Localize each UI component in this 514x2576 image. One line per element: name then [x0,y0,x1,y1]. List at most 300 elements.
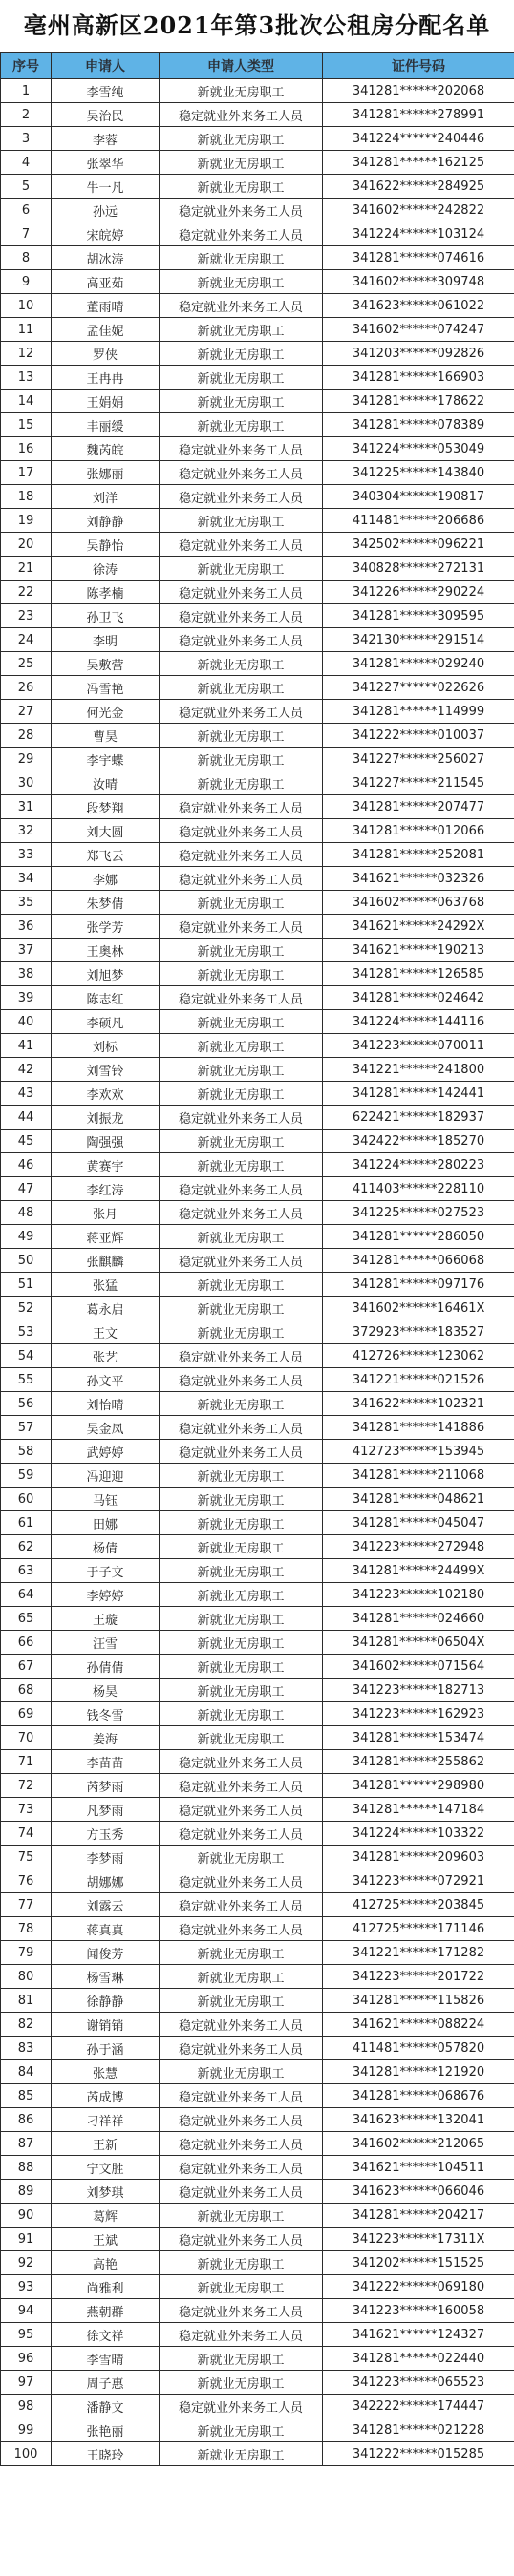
id-number: 341621******104511 [323,2156,514,2180]
header-id-number: 证件号码 [323,53,514,79]
table-row [1,1750,514,1774]
applicant-type: 稳定就业外来务工人员 [160,843,323,867]
applicant-name: 葛辉 [52,2204,160,2228]
applicant-type: 稳定就业外来务工人员 [160,700,323,724]
applicant-name: 李明 [52,628,160,652]
applicant-type: 稳定就业外来务工人员 [160,2108,323,2132]
row-index: 83 [1,2037,52,2060]
applicant-type: 新就业无房职工 [160,175,323,199]
table-row [1,1225,514,1249]
id-number: 341602******063768 [323,891,514,915]
row-index: 38 [1,962,52,986]
row-index: 31 [1,795,52,819]
applicant-type: 新就业无房职工 [160,2418,323,2442]
applicant-type: 新就业无房职工 [160,1010,323,1034]
row-index: 25 [1,652,52,676]
id-number: 342502******096221 [323,533,514,557]
header-index: 序号 [1,53,52,79]
row-index: 87 [1,2132,52,2156]
id-number: 341223******162923 [323,1702,514,1726]
id-number: 341602******212065 [323,2132,514,2156]
id-number: 412725******203845 [323,1893,514,1917]
row-index: 7 [1,222,52,246]
id-number: 341224******144116 [323,1010,514,1034]
row-index: 21 [1,557,52,581]
applicant-name: 罗侠 [52,342,160,366]
table-row [1,461,514,485]
row-index: 11 [1,318,52,342]
applicant-type: 新就业无房职工 [160,748,323,771]
id-number: 341281******252081 [323,843,514,867]
id-number: 341622******284925 [323,175,514,199]
row-index: 36 [1,915,52,939]
id-number: 341281******029240 [323,652,514,676]
row-index: 96 [1,2347,52,2371]
applicant-type: 新就业无房职工 [160,1130,323,1153]
row-index: 59 [1,1464,52,1488]
applicant-type: 稳定就业外来务工人员 [160,485,323,509]
table-row [1,509,514,533]
applicant-name: 张娜丽 [52,461,160,485]
row-index: 3 [1,127,52,151]
applicant-name: 谢销销 [52,2013,160,2037]
table-row [1,700,514,724]
applicant-type: 新就业无房职工 [160,509,323,533]
applicant-name: 李梦雨 [52,1846,160,1869]
applicant-name: 曹昊 [52,724,160,748]
applicant-type: 新就业无房职工 [160,962,323,986]
table-row [1,318,514,342]
row-index: 88 [1,2156,52,2180]
row-index: 90 [1,2204,52,2228]
id-number: 342422******185270 [323,1130,514,1153]
id-number: 622421******182937 [323,1106,514,1130]
applicant-name: 孙远 [52,199,160,222]
applicant-name: 闻俊芳 [52,1941,160,1965]
applicant-type: 新就业无房职工 [160,1989,323,2013]
applicant-type: 新就业无房职工 [160,2251,323,2275]
row-index: 9 [1,270,52,294]
table-row [1,294,514,318]
applicant-type: 稳定就业外来务工人员 [160,986,323,1010]
row-index: 42 [1,1058,52,1082]
applicant-type: 新就业无房职工 [160,390,323,413]
id-number: 412723******153945 [323,1440,514,1464]
table-row [1,1917,514,1941]
row-index: 93 [1,2275,52,2299]
table-row [1,1583,514,1607]
table-row [1,1464,514,1488]
table-row [1,342,514,366]
table-row [1,2084,514,2108]
table-row [1,1798,514,1822]
applicant-type: 新就业无房职工 [160,2371,323,2395]
id-number: 341622******102321 [323,1392,514,1416]
table-row [1,2037,514,2060]
applicant-type: 新就业无房职工 [160,270,323,294]
row-index: 46 [1,1153,52,1177]
id-number: 340828******272131 [323,557,514,581]
table-row [1,2347,514,2371]
id-number: 341225******027523 [323,1201,514,1225]
applicant-name: 王晓玲 [52,2442,160,2466]
row-index: 33 [1,843,52,867]
applicant-name: 刘怡晴 [52,1392,160,1416]
applicant-type: 新就业无房职工 [160,1153,323,1177]
row-index: 28 [1,724,52,748]
id-number: 341223******201722 [323,1965,514,1989]
applicant-name: 潘静文 [52,2395,160,2418]
table-row [1,795,514,819]
applicant-type: 稳定就业外来务工人员 [160,294,323,318]
row-index: 40 [1,1010,52,1034]
id-number: 341281******068676 [323,2084,514,2108]
table-row [1,557,514,581]
table-row [1,1440,514,1464]
applicant-name: 黄赛宇 [52,1153,160,1177]
table-row [1,581,514,604]
table-row [1,748,514,771]
applicant-name: 杨倩 [52,1535,160,1559]
applicant-type: 新就业无房职工 [160,2275,323,2299]
applicant-name: 周子惠 [52,2371,160,2395]
row-index: 84 [1,2060,52,2084]
table-row [1,1273,514,1297]
row-index: 26 [1,676,52,700]
applicant-name: 胡娜娜 [52,1869,160,1893]
row-index: 34 [1,867,52,891]
applicant-name: 蒋亚辉 [52,1225,160,1249]
id-number: 341224******053049 [323,437,514,461]
table-row [1,986,514,1010]
applicant-name: 葛永启 [52,1297,160,1320]
row-index: 49 [1,1225,52,1249]
id-number: 341281******209603 [323,1846,514,1869]
id-number: 341281******255862 [323,1750,514,1774]
id-number: 341602******074247 [323,318,514,342]
id-number: 341281******141886 [323,1416,514,1440]
applicant-name: 张麒麟 [52,1249,160,1273]
id-number: 341281******074616 [323,246,514,270]
row-index: 67 [1,1655,52,1679]
id-number: 341281******024642 [323,986,514,1010]
id-number: 341202******151525 [323,2251,514,2275]
id-number: 341281******048621 [323,1488,514,1511]
row-index: 61 [1,1511,52,1535]
row-index: 15 [1,413,52,437]
row-index: 29 [1,748,52,771]
table-row [1,1058,514,1082]
row-index: 91 [1,2228,52,2251]
applicant-name: 冯雪艳 [52,676,160,700]
applicant-type: 稳定就业外来务工人员 [160,1416,323,1440]
row-index: 78 [1,1917,52,1941]
applicant-type: 新就业无房职工 [160,1941,323,1965]
applicant-name: 李蓉 [52,127,160,151]
applicant-type: 稳定就业外来务工人员 [160,2228,323,2251]
row-index: 70 [1,1726,52,1750]
allocation-table [0,52,514,2466]
row-index: 14 [1,390,52,413]
row-index: 74 [1,1822,52,1846]
applicant-type: 稳定就业外来务工人员 [160,2395,323,2418]
applicant-name: 于子文 [52,1559,160,1583]
table-row [1,1153,514,1177]
applicant-type: 稳定就业外来务工人员 [160,1440,323,1464]
applicant-name: 刘静静 [52,509,160,533]
id-number: 341623******132041 [323,2108,514,2132]
row-index: 76 [1,1869,52,1893]
id-number: 341281******142441 [323,1082,514,1106]
header-applicant-type: 申请人类型 [160,53,323,79]
applicant-name: 胡冰涛 [52,246,160,270]
row-index: 82 [1,2013,52,2037]
id-number: 372923******183527 [323,1320,514,1344]
row-index: 32 [1,819,52,843]
row-index: 97 [1,2371,52,2395]
applicant-name: 李雪纯 [52,79,160,103]
applicant-type: 新就业无房职工 [160,1392,323,1416]
applicant-type: 稳定就业外来务工人员 [160,1249,323,1273]
applicant-type: 新就业无房职工 [160,1702,323,1726]
applicant-name: 孙于涵 [52,2037,160,2060]
applicant-name: 董雨晴 [52,294,160,318]
row-index: 39 [1,986,52,1010]
applicant-type: 稳定就业外来务工人员 [160,1344,323,1368]
applicant-type: 稳定就业外来务工人员 [160,581,323,604]
id-number: 341281******278991 [323,103,514,127]
table-row [1,2060,514,2084]
id-number: 341281******115826 [323,1989,514,2013]
applicant-name: 燕朝群 [52,2299,160,2323]
id-number: 341621******124327 [323,2323,514,2347]
table-row [1,1679,514,1702]
table-row [1,1177,514,1201]
table-row [1,175,514,199]
applicant-type: 稳定就业外来务工人员 [160,1177,323,1201]
id-number: 341281******097176 [323,1273,514,1297]
row-index: 16 [1,437,52,461]
table-row [1,2251,514,2275]
applicant-type: 稳定就业外来务工人员 [160,1106,323,1130]
applicant-name: 刘标 [52,1034,160,1058]
applicant-type: 新就业无房职工 [160,1965,323,1989]
row-index: 99 [1,2418,52,2442]
table-row [1,1941,514,1965]
table-row [1,222,514,246]
table-row [1,1846,514,1869]
row-index: 27 [1,700,52,724]
row-index: 23 [1,604,52,628]
table-row [1,724,514,748]
applicant-type: 新就业无房职工 [160,1511,323,1535]
table-row [1,390,514,413]
table-row [1,2156,514,2180]
applicant-type: 新就业无房职工 [160,2060,323,2084]
applicant-type: 新就业无房职工 [160,724,323,748]
table-row [1,1822,514,1846]
table-row [1,151,514,175]
table-row [1,2108,514,2132]
applicant-type: 新就业无房职工 [160,1225,323,1249]
row-index: 85 [1,2084,52,2108]
table-row [1,1726,514,1750]
applicant-name: 张翠华 [52,151,160,175]
id-number: 341621******190213 [323,939,514,962]
applicant-type: 新就业无房职工 [160,1488,323,1511]
applicant-name: 杨雪琳 [52,1965,160,1989]
table-row [1,1631,514,1655]
applicant-type: 新就业无房职工 [160,127,323,151]
id-number: 341224******280223 [323,1153,514,1177]
applicant-type: 稳定就业外来务工人员 [160,222,323,246]
id-number: 341227******211545 [323,771,514,795]
applicant-name: 吴静怡 [52,533,160,557]
row-index: 54 [1,1344,52,1368]
row-index: 4 [1,151,52,175]
applicant-name: 张艺 [52,1344,160,1368]
applicant-type: 新就业无房职工 [160,79,323,103]
applicant-type: 稳定就业外来务工人员 [160,533,323,557]
row-index: 56 [1,1392,52,1416]
table-row [1,2228,514,2251]
id-number: 341222******015285 [323,2442,514,2466]
applicant-type: 新就业无房职工 [160,2347,323,2371]
row-index: 57 [1,1416,52,1440]
id-number: 341281******012066 [323,819,514,843]
applicant-type: 稳定就业外来务工人员 [160,2013,323,2037]
applicant-name: 芮成博 [52,2084,160,2108]
applicant-name: 高艳 [52,2251,160,2275]
id-number: 341621******24292X [323,915,514,939]
applicant-name: 刘振龙 [52,1106,160,1130]
table-row [1,246,514,270]
applicant-type: 新就业无房职工 [160,2442,323,2466]
applicant-name: 孙文平 [52,1368,160,1392]
applicant-name: 李硕凡 [52,1010,160,1034]
id-number: 411481******206686 [323,509,514,533]
row-index: 100 [1,2442,52,2466]
table-row [1,103,514,127]
table-row [1,1488,514,1511]
id-number: 341227******022626 [323,676,514,700]
row-index: 6 [1,199,52,222]
table-body [1,79,514,2466]
applicant-name: 李苗苗 [52,1750,160,1774]
applicant-name: 朱梦倩 [52,891,160,915]
applicant-name: 吴金凤 [52,1416,160,1440]
applicant-type: 稳定就业外来务工人员 [160,628,323,652]
applicant-name: 宋皖婷 [52,222,160,246]
applicant-type: 新就业无房职工 [160,1320,323,1344]
row-index: 10 [1,294,52,318]
applicant-name: 刘洋 [52,485,160,509]
id-number: 341223******160058 [323,2299,514,2323]
table-row [1,1893,514,1917]
applicant-type: 稳定就业外来务工人员 [160,2323,323,2347]
id-number: 341223******102180 [323,1583,514,1607]
applicant-name: 刘梦琪 [52,2180,160,2204]
applicant-name: 李欢欢 [52,1082,160,1106]
applicant-type: 稳定就业外来务工人员 [160,2299,323,2323]
id-number: 340304******190817 [323,485,514,509]
table-row [1,2418,514,2442]
table-row [1,843,514,867]
applicant-type: 新就业无房职工 [160,1082,323,1106]
table-row [1,1368,514,1392]
row-index: 62 [1,1535,52,1559]
row-index: 17 [1,461,52,485]
table-row [1,1416,514,1440]
applicant-name: 刘大圆 [52,819,160,843]
applicant-name: 孙倩倩 [52,1655,160,1679]
applicant-type: 新就业无房职工 [160,1655,323,1679]
id-number: 411403******228110 [323,1177,514,1201]
applicant-type: 稳定就业外来务工人员 [160,2132,323,2156]
table-row [1,628,514,652]
row-index: 92 [1,2251,52,2275]
applicant-type: 新就业无房职工 [160,318,323,342]
applicant-name: 张月 [52,1201,160,1225]
table-row [1,1010,514,1034]
applicant-name: 陈孝楠 [52,581,160,604]
applicant-name: 钱冬雪 [52,1702,160,1726]
row-index: 63 [1,1559,52,1583]
table-row [1,604,514,628]
applicant-name: 陶强强 [52,1130,160,1153]
id-number: 341281******298980 [323,1774,514,1798]
applicant-type: 新就业无房职工 [160,1631,323,1655]
applicant-name: 刘露云 [52,1893,160,1917]
id-number: 341281******211068 [323,1464,514,1488]
page-title: 亳州高新区2021年第3批次公租房分配名单 [23,11,491,39]
row-index: 20 [1,533,52,557]
id-number: 412725******171146 [323,1917,514,1941]
row-index: 5 [1,175,52,199]
table-row [1,1702,514,1726]
row-index: 41 [1,1034,52,1058]
id-number: 341226******290224 [323,581,514,604]
row-index: 75 [1,1846,52,1869]
applicant-name: 刘旭梦 [52,962,160,986]
id-number: 341281******045047 [323,1511,514,1535]
applicant-type: 新就业无房职工 [160,676,323,700]
id-number: 341221******021526 [323,1368,514,1392]
id-number: 341221******241800 [323,1058,514,1082]
id-number: 341203******092826 [323,342,514,366]
id-number: 341223******065523 [323,2371,514,2395]
applicant-type: 新就业无房职工 [160,413,323,437]
applicant-type: 新就业无房职工 [160,1297,323,1320]
id-number: 341281******114999 [323,700,514,724]
row-index: 47 [1,1177,52,1201]
id-number: 341623******061022 [323,294,514,318]
applicant-type: 稳定就业外来务工人员 [160,1869,323,1893]
row-index: 52 [1,1297,52,1320]
applicant-name: 姜海 [52,1726,160,1750]
id-number: 341281******126585 [323,962,514,986]
id-number: 341281******204217 [323,2204,514,2228]
applicant-type: 新就业无房职工 [160,1559,323,1583]
id-number: 341623******066046 [323,2180,514,2204]
id-number: 341281******162125 [323,151,514,175]
applicant-type: 新就业无房职工 [160,1464,323,1488]
applicant-type: 稳定就业外来务工人员 [160,2037,323,2060]
id-number: 341602******242822 [323,199,514,222]
applicant-name: 徐静静 [52,1989,160,2013]
applicant-name: 王新 [52,2132,160,2156]
applicant-type: 稳定就业外来务工人员 [160,795,323,819]
